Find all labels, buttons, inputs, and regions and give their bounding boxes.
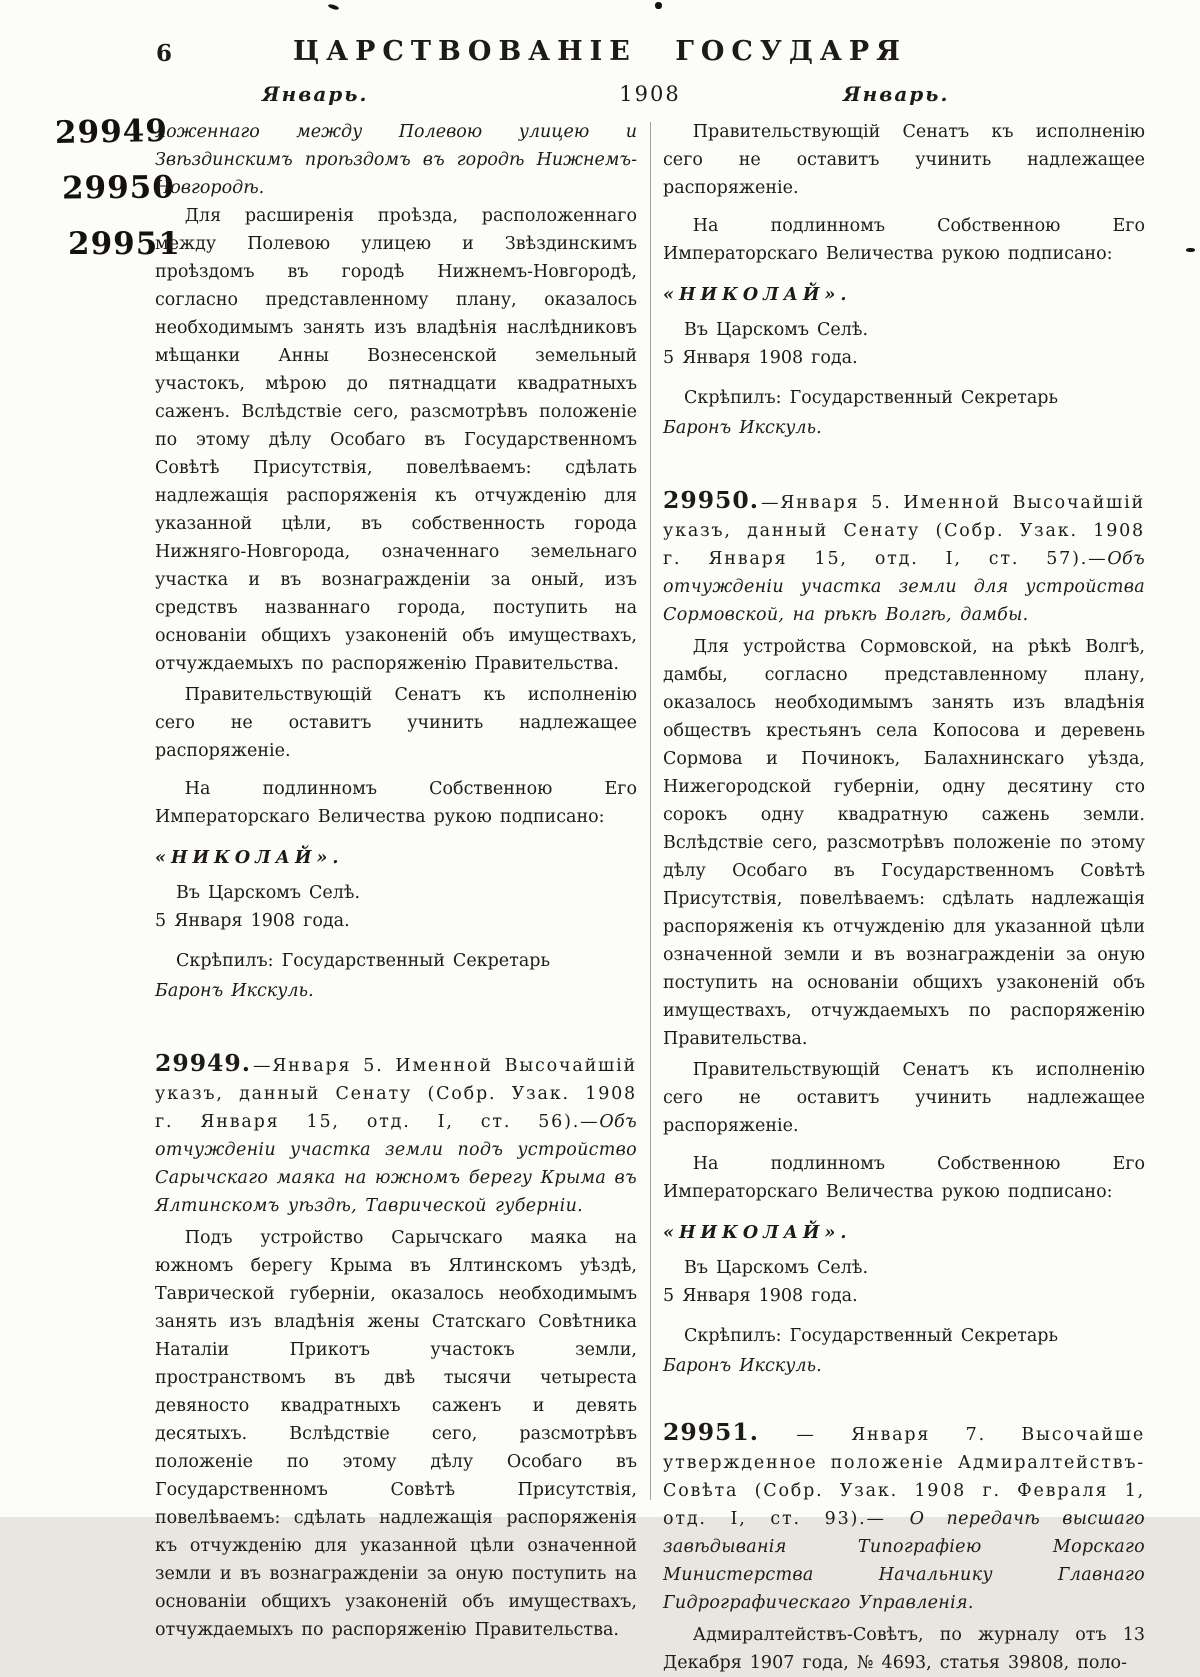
place-line: Въ Царскомъ Селѣ.: [176, 883, 361, 903]
countersign-name: Баронъ Икскуль.: [663, 418, 822, 438]
senate-clause: Правительствующій Сенатъ къ исполненію сего не оставитъ учинить надлежащее распоряженіе.: [663, 122, 1145, 198]
decree-meta: — Января 7. Высочайше утвержденное положеніе Адмиралтействъ-Совѣта (Собр. Узак. 1908 г. Февраля 1, отд. I, ст. 93).—: [663, 1425, 1145, 1529]
countersign-name: Баронъ Икскуль.: [155, 981, 314, 1001]
scan-artifact: [1186, 248, 1195, 252]
attestation-line: На подлинномъ Собственною Его Императорскаго Величества рукою подписано:: [663, 1154, 1145, 1202]
decree-number: 29951.: [663, 1418, 759, 1446]
place-line: Въ Царскомъ Селѣ.: [684, 320, 869, 340]
countersign-name: Баронъ Икскуль.: [663, 1356, 822, 1376]
running-head-month-right: Январь.: [843, 82, 950, 106]
decree-heading-29949: [155, 1049, 637, 1220]
body-paragraph: Для расширенія проѣзда, расположеннаго между Полевою улицею и Звѣздинскимъ проѣздомъ въ городѣ Нижнемъ-Новгородѣ, согласно представленному плану, оказалось необходимымъ занять изъ владѣнія наслѣдниковъ мѣщанки Анны Вознесенской земельный участокъ, мѣрою до пятнадцати квадратныхъ саженъ. Вслѣдствіе сего, разсмотрѣвъ положеніе по этому дѣлу Особаго въ Государственномъ Совѣтѣ Присутствія, повелѣваемъ: сдѣлать надлежащія распоряженія къ отчужденію для указанной цѣли, въ собственность города Нижняго-Новгорода, означеннаго земельнаго участка и въ вознагражденіи за оный, изъ средствъ названнаго города, поступить на основаніи общихъ узаконеній объ имуществахъ, отчуждаемыхъ по распоряженію Правительства.: [155, 206, 637, 674]
decree-heading-29950: [663, 486, 1145, 629]
body-paragraph: Адмиралтействъ-Совѣтъ, по журналу отъ 13 Декабря 1907 года, № 4693, статья 39808, поло-: [663, 1625, 1145, 1673]
date-line: 5 Января 1908 года.: [155, 911, 350, 931]
countersign-line: Скрѣпилъ: Государственный Секретарь: [176, 951, 551, 971]
senate-clause: Правительствующій Сенатъ къ исполненію сего не оставитъ учинить надлежащее распоряженіе.: [155, 685, 637, 761]
decree-meta: —Января 5. Именной Высочайшій указъ, данный Сенату (Собр. Узак. 1908 г. Января 15, отд. I, ст. 57).—: [663, 493, 1145, 569]
imperial-signature: «НИКОЛАЙ».: [663, 285, 852, 305]
body-paragraph: Для устройства Сормовской, на рѣкѣ Волгѣ, дамбы, согласно представленному плану, оказалось необходимымъ занять изъ владѣнія обществъ крестьянъ села Копосова и деревень Сормова и Починокъ, Балахнинскаго уѣзда, Нижегородской губерніи, одну десятину сто сорокъ одну квадратную сажень земли. Вслѣдствіе сего, разсмотрѣвъ положеніе по этому дѣлу Особаго въ Государственномъ Совѣтѣ Присутствія, повелѣваемъ: сдѣлать надлежащія распоряженія къ отчужденію для указанной цѣли означенной земли и въ вознагражденіи за оную поступить на основаніи общихъ узаконеній объ имуществахъ, отчуждаемыхъ по распоряженію Правительства.: [663, 637, 1145, 1049]
decree-heading-29951: [663, 1418, 1145, 1617]
margin-decree-number-29951: 29951: [68, 226, 181, 262]
attestation-line: На подлинномъ Собственною Его Императорскаго Величества рукою подписано:: [663, 216, 1145, 264]
left-column: [155, 118, 637, 1677]
attestation-line: На подлинномъ Собственною Его Императорскаго Величества рукою подписано:: [155, 779, 637, 827]
running-head-year: 1908: [619, 82, 681, 106]
page-number: 6: [156, 40, 173, 67]
margin-decree-number-29950: 29950: [61, 169, 176, 207]
right-column: [663, 118, 1145, 1677]
decree-subject: Объ отчужденіи участка земли для устройства Сормовской, на рѣкѣ Волгѣ, дамбы.: [663, 549, 1145, 625]
margin-decree-number-29949: 29949: [54, 113, 169, 151]
place-line: Въ Царскомъ Селѣ.: [684, 1258, 869, 1278]
text-columns: [155, 118, 1145, 1677]
imperial-signature: «НИКОЛАЙ».: [663, 1223, 852, 1243]
decree-number: 29949.: [155, 1049, 251, 1077]
senate-clause: Правительствующій Сенатъ къ исполненію сего не оставитъ учинить надлежащее распоряженіе.: [663, 1060, 1145, 1136]
countersign-line: Скрѣпилъ: Государственный Секретарь: [684, 388, 1059, 408]
decree-number: 29950.: [663, 486, 759, 514]
page-title: ЦАРСТВОВАНІЕ ГОСУДАРЯ: [293, 36, 907, 67]
date-line: 5 Января 1908 года.: [663, 348, 858, 368]
date-line: 5 Января 1908 года.: [663, 1286, 858, 1306]
decree-subject: О передачѣ высшаго завѣдыванія Типографіею Морскаго Министерства Начальнику Главнаго Гидрографическаго Управленія.: [663, 1509, 1145, 1613]
scan-artifact: [328, 3, 340, 10]
scan-artifact: [655, 2, 662, 9]
running-head-month-left: Январь.: [262, 82, 369, 106]
countersign-line: Скрѣпилъ: Государственный Секретарь: [684, 1326, 1059, 1346]
continuation-paragraph: ложеннаго между Полевою улицею и Звѣздинскимъ проѣздомъ въ городѣ Нижнемъ-Новгородѣ.: [155, 122, 637, 198]
decree-subject: Объ отчужденіи участка земли подъ устройство Сарычскаго маяка на южномъ берегу Крыма въ Ялтинскомъ уѣздѣ, Таврической губерніи.: [155, 1112, 637, 1216]
imperial-signature: «НИКОЛАЙ».: [155, 848, 344, 868]
decree-meta: —Января 5. Именной Высочайшій указъ, данный Сенату (Собр. Узак. 1908 г. Января 15, отд. I, ст. 56).—: [155, 1056, 637, 1132]
body-paragraph: Подъ устройство Сарычскаго маяка на южномъ берегу Крыма въ Ялтинскомъ уѣздѣ, Таврической губерніи, оказалось необходимымъ занять изъ владѣнія жены Статскаго Совѣтника Наталіи Прикотъ участокъ земли, пространствомъ въ двѣ тысячи четыреста девяносто квадратныхъ саженъ и девять десятыхъ. Вслѣдствіе сего, разсмотрѣвъ положеніе по этому дѣлу Особаго въ Государственномъ Совѣтѣ Присутствія, повелѣваемъ: сдѣлать надлежащія распоряженія къ отчужденію для указанной цѣли означенной земли и въ вознагражденіи за оную поступить на основаніи общихъ узаконеній объ имуществахъ, отчуждаемыхъ по распоряженію Правительства.: [155, 1228, 637, 1640]
